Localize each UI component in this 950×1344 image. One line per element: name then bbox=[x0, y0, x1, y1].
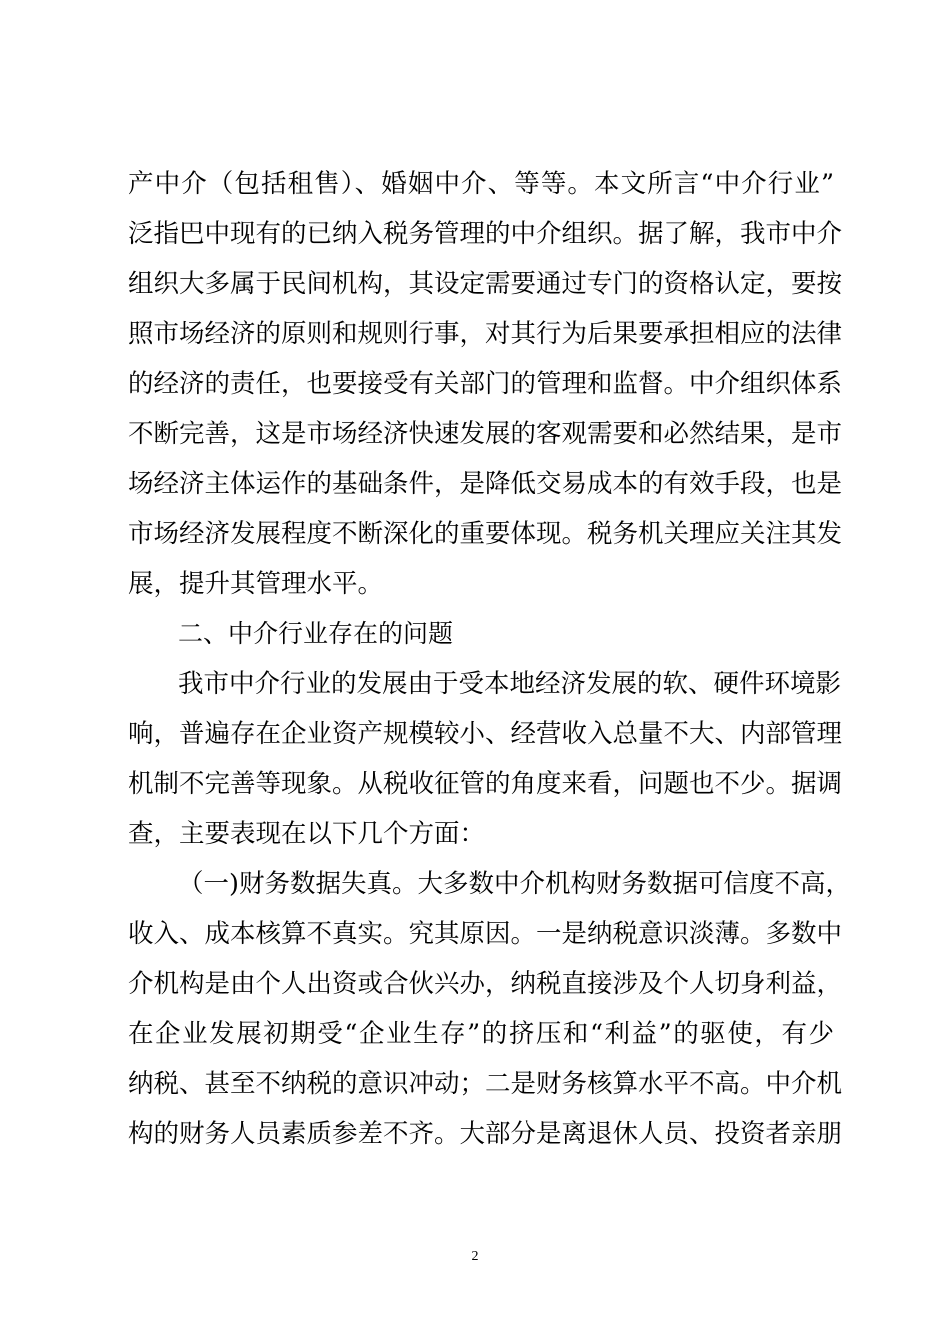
section-heading-2: 二、中介行业存在的问题 bbox=[178, 619, 454, 648]
paragraph-2-line-3: 机制不完善等现象。从税收征管的角度来看，问题也不少。据调 bbox=[128, 769, 843, 799]
paragraph-1-line-6: 不断完善，这是市场经济快速发展的客观需要和必然结果，是市 bbox=[128, 419, 843, 449]
paragraph-3-line-4: 在企业发展初期受“企业生存”的挤压和“利益”的驱使，有少 bbox=[128, 1019, 834, 1049]
paragraph-3-line-2: 收入、成本核算不真实。究其原因。一是纳税意识淡薄。多数中 bbox=[128, 919, 843, 949]
paragraph-3-line-1: （一)财务数据失真。大多数中介机构财务数据可信度不高， bbox=[178, 869, 851, 899]
paragraph-2-line-1: 我市中介行业的发展由于受本地经济发展的软、硬件环境影 bbox=[178, 669, 842, 699]
page-number: 2 bbox=[471, 1249, 479, 1264]
paragraph-3-line-3: 介机构是由个人出资或合伙兴办，纳税直接涉及个人切身利益， bbox=[128, 969, 843, 999]
paragraph-2-line-4: 查，主要表现在以下几个方面： bbox=[128, 819, 486, 849]
paragraph-3-line-5: 纳税、甚至不纳税的意识冲动；二是财务核算水平不高。中介机 bbox=[128, 1069, 843, 1099]
paragraph-1-line-7: 场经济主体运作的基础条件，是降低交易成本的有效手段，也是 bbox=[128, 469, 843, 499]
paragraph-1-line-9: 展，提升其管理水平。 bbox=[128, 569, 384, 599]
paragraph-1-line-2: 泛指巴中现有的已纳入税务管理的中介组织。据了解，我市中介 bbox=[128, 219, 843, 249]
paragraph-1-line-1: 产中介（包括租售）、婚姻中介、等等。本文所言“中介行业” bbox=[128, 169, 834, 199]
paragraph-1-line-5: 的经济的责任，也要接受有关部门的管理和监督。中介组织体系 bbox=[128, 369, 843, 399]
paragraph-1-line-8: 市场经济发展程度不断深化的重要体现。税务机关理应关注其发 bbox=[128, 519, 843, 549]
paragraph-1-line-3: 组织大多属于民间机构，其设定需要通过专门的资格认定，要按 bbox=[128, 269, 843, 299]
paragraph-1-line-4: 照市场经济的原则和规则行事，对其行为后果要承担相应的法律 bbox=[128, 319, 843, 349]
paragraph-3-line-6: 构的财务人员素质参差不齐。大部分是离退休人员、投资者亲朋 bbox=[128, 1119, 843, 1149]
paragraph-2-line-2: 响，普遍存在企业资产规模较小、经营收入总量不大、内部管理 bbox=[128, 719, 843, 749]
